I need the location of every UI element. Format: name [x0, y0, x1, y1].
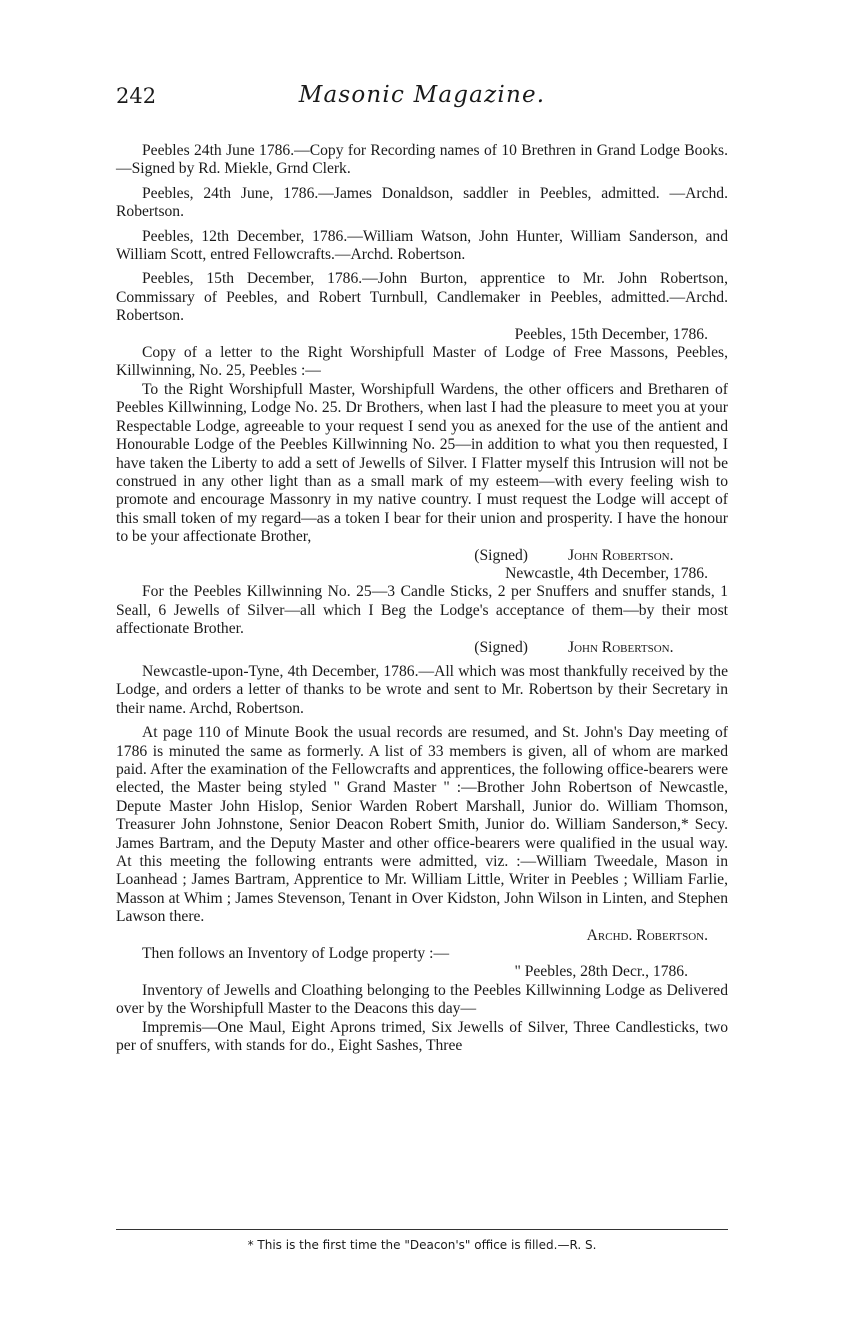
dateline: " Peebles, 28th Decr., 1786.: [514, 963, 688, 981]
paragraph: Peebles, 15th December, 1786.—John Burton, apprentice to Mr. John Robertson, Commissary of Peebles, and Robert Turnbull, Candlemaker in Peebles, admitted.—Archd. Robertson.: [116, 270, 728, 325]
dateline: Peebles, 15th December, 1786.: [514, 325, 708, 343]
signature-line: [116, 547, 728, 565]
letter-text: To the Right Worshipfull Master, Worshipfull Wardens, the other officers and Bretharen of Peebles Killwinning, Lodge No. 25. Dr Brothers, when last I had the pleasure to meet you at your Respectable Lodge, agreeable to your request I send you as anexed for the use of the antient and Honourable Lodge of the Peebles Killwinning No. 25—in addition to what you then requested, I have taken the Liberty to add a sett of Jewells of Silver. I Flatter myself this Intrusion will not be construed in any other light than as a small mark of my esteem—with every feeling wish to promote and encourage Massonry in my native country. I must request the Lodge will accept of this small token of my regard—as a token I bear for their union and prosperity. I have the honour to be your affectionate Brother,: [116, 380, 728, 546]
paragraph: Copy of a letter to the Right Worshipfull Master of Lodge of Free Massons, Peebles, Killwinning, No. 25, Peebles :—: [116, 344, 728, 380]
paragraph: Newcastle-upon-Tyne, 4th December, 1786.—All which was most thankfully received by the Lodge, and orders a letter of thanks to be wrote and sent to Mr. Robertson by their Secretary in their name. Archd, Robertson.: [116, 662, 728, 717]
signatory-name: John Robertson.: [568, 638, 674, 656]
dateline: Newcastle, 4th December, 1786.: [505, 564, 708, 582]
footnote: * This is the first time the "Deacon's" office is filled.—R. S.: [247, 1238, 597, 1252]
paragraph: Inventory of Jewells and Cloathing belonging to the Peebles Killwinning Lodge as Delivered over by the Worshipfull Master to the Deacons this day—: [116, 981, 728, 1018]
running-title: Masonic Magazine.: [298, 82, 546, 108]
signature-line: [116, 639, 728, 657]
paragraph: At page 110 of Minute Book the usual records are resumed, and St. John's Day meeting of 1786 is minuted the same as formerly. A list of 33 members is given, all of whom are marked paid. After the examination of the Fellowcrafts and apprentices, the following office-bearers were elected, the Master being styled " Grand Master " :—Brother John Robertson of Newcastle, Depute Master John Hislop, Senior Warden Robert Marshall, Junior do. William Thomson, Treasurer John Johnstone, Senior Deacon Robert Smith, Junior do. William Sanderson,* Secy. James Bartram, and the Deputy Master and other office-bearers were qualified in the usual way. At this meeting the following entrants were admitted, viz. :—William Tweedale, Mason in Loanhead ; James Bartram, Apprentice to Mr. William Little, Writer in Peebles ; William Farlie, Masson at Whim ; James Stevenson, Tenant in Over Kidston, John Wilson in Linten, and Stephen Lawson there.: [116, 724, 728, 926]
signed-label: (Signed): [474, 546, 528, 564]
body-text: [116, 142, 728, 1056]
signatory-name: John Robertson.: [568, 546, 674, 564]
page-number: 242: [116, 84, 157, 108]
paragraph: Peebles, 24th June, 1786.—James Donaldson, saddler in Peebles, admitted. —Archd. Robertson.: [116, 184, 728, 221]
page-header: [116, 84, 728, 118]
paragraph: Then follows an Inventory of Lodge property :—: [142, 945, 450, 963]
signatory-name: Archd. Robertson.: [586, 926, 708, 944]
paragraph: Peebles, 12th December, 1786.—William Watson, John Hunter, William Sanderson, and William Scott, entred Fellowcrafts.—Archd. Robertson.: [116, 227, 728, 264]
paragraph: Impremis—One Maul, Eight Aprons trimed, Six Jewells of Silver, Three Candlesticks, two per of snuffers, with stands for do., Eight Sashes, Three: [116, 1018, 728, 1055]
signed-label: (Signed): [474, 638, 528, 656]
paragraph: Peebles 24th June 1786.—Copy for Recording names of 10 Brethren in Grand Lodge Books.—Signed by Rd. Miekle, Grnd Clerk.: [116, 142, 728, 178]
paragraph: For the Peebles Killwinning No. 25—3 Candle Sticks, 2 per Snuffers and snuffer stands, 1 Seall, 6 Jewells of Silver—all which I Beg the Lodge's acceptance of them—by their most affectionate Brother.: [116, 583, 728, 638]
footnote-rule: [116, 1229, 728, 1230]
